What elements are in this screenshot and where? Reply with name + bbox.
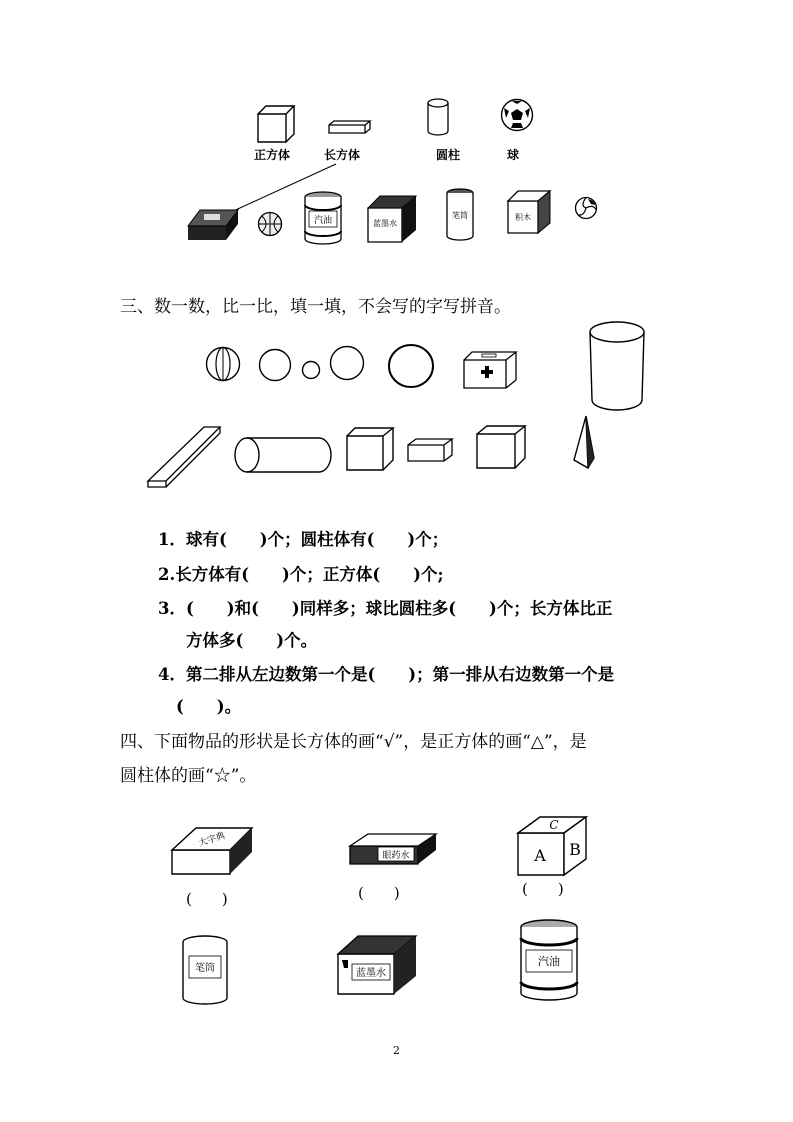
circle-icon xyxy=(258,348,292,382)
pen-holder-text: 笔筒 xyxy=(452,211,468,220)
gasoline-text: 汽油 xyxy=(313,216,333,226)
section-3-title: 三、数一数，比一比，填一填，不会写的字写拼音。 xyxy=(120,297,511,317)
striped-ball-icon xyxy=(205,346,241,382)
toy-cube-icon xyxy=(506,189,552,235)
long-plank-icon xyxy=(146,425,222,489)
letter-block-icon xyxy=(516,815,588,877)
ink-box-text: 蓝墨水 xyxy=(373,219,397,228)
soccer-ball-icon xyxy=(500,98,534,132)
question-4-line-1: 4．第二排从左边数第一个是( )；第一排从右边数第一个是 xyxy=(158,665,615,684)
section-4-title-line-2: 圆柱体的画“☆”。 xyxy=(120,766,257,786)
section-4-title-line-1: 四、下面物品的形状是长方体的画“√”，是正方体的画“△”，是 xyxy=(120,732,587,752)
ink-box-icon xyxy=(366,194,418,244)
answer-blank-3[interactable]: ( ) xyxy=(522,880,564,898)
answer-blank-1[interactable]: ( ) xyxy=(186,890,228,908)
small-cuboid-icon xyxy=(406,437,454,463)
dictionary-text: 大字典 xyxy=(197,831,227,849)
cylinder-icon xyxy=(426,98,450,136)
cube-icon xyxy=(345,426,395,472)
pen-holder-icon xyxy=(180,934,230,1006)
page-number: 2 xyxy=(393,1044,400,1057)
pen-holder-icon xyxy=(445,188,475,242)
cube-icon xyxy=(256,104,296,144)
ink-bottle-box-icon xyxy=(336,934,418,996)
cuboid-icon xyxy=(328,120,372,134)
oil-barrel-label: 汽油 xyxy=(538,955,560,968)
label-cylinder: 圆柱 xyxy=(436,148,461,162)
question-2: 2.长方体有( )个；正方体( )个; xyxy=(158,565,444,584)
tall-cylinder-icon xyxy=(588,320,646,412)
dictionary-box-icon xyxy=(186,206,240,244)
eye-drop-box-icon xyxy=(348,830,438,868)
first-aid-box-icon xyxy=(462,350,518,390)
svg-text:B: B xyxy=(569,840,581,859)
label-cube: 正方体 xyxy=(254,148,291,162)
answer-blank-2[interactable]: ( ) xyxy=(358,884,400,902)
circle-icon xyxy=(301,360,321,380)
cube-icon xyxy=(475,424,527,470)
svg-text:C: C xyxy=(549,818,559,832)
pyramid-icon xyxy=(570,414,598,470)
basketball-icon xyxy=(257,211,283,237)
volleyball-icon xyxy=(574,196,598,220)
svg-text:A: A xyxy=(534,846,546,865)
eye-drop-text: 眼药水 xyxy=(382,851,410,861)
dictionary-icon xyxy=(170,826,254,876)
label-ball: 球 xyxy=(507,148,520,162)
question-1: 1．球有( )个；圆柱体有( )个； xyxy=(158,530,449,549)
pen-holder-label: 笔筒 xyxy=(195,963,215,974)
question-4-line-2: ( )。 xyxy=(176,697,242,716)
circle-icon xyxy=(329,345,365,381)
question-3-line-2: 方体多( )个。 xyxy=(186,631,318,650)
oil-barrel-icon xyxy=(518,918,580,1002)
question-3-line-1: 3．( )和( )同样多；球比圆柱多( )个；长方体比正 xyxy=(158,599,613,618)
lying-cylinder-icon xyxy=(233,435,333,475)
circle-icon xyxy=(387,343,435,389)
gasoline-barrel-icon xyxy=(303,191,343,245)
label-cuboid: 长方体 xyxy=(324,148,361,162)
ink-bottle-label: 蓝墨水 xyxy=(356,968,386,979)
toy-cube-text: 积木 xyxy=(515,213,531,222)
